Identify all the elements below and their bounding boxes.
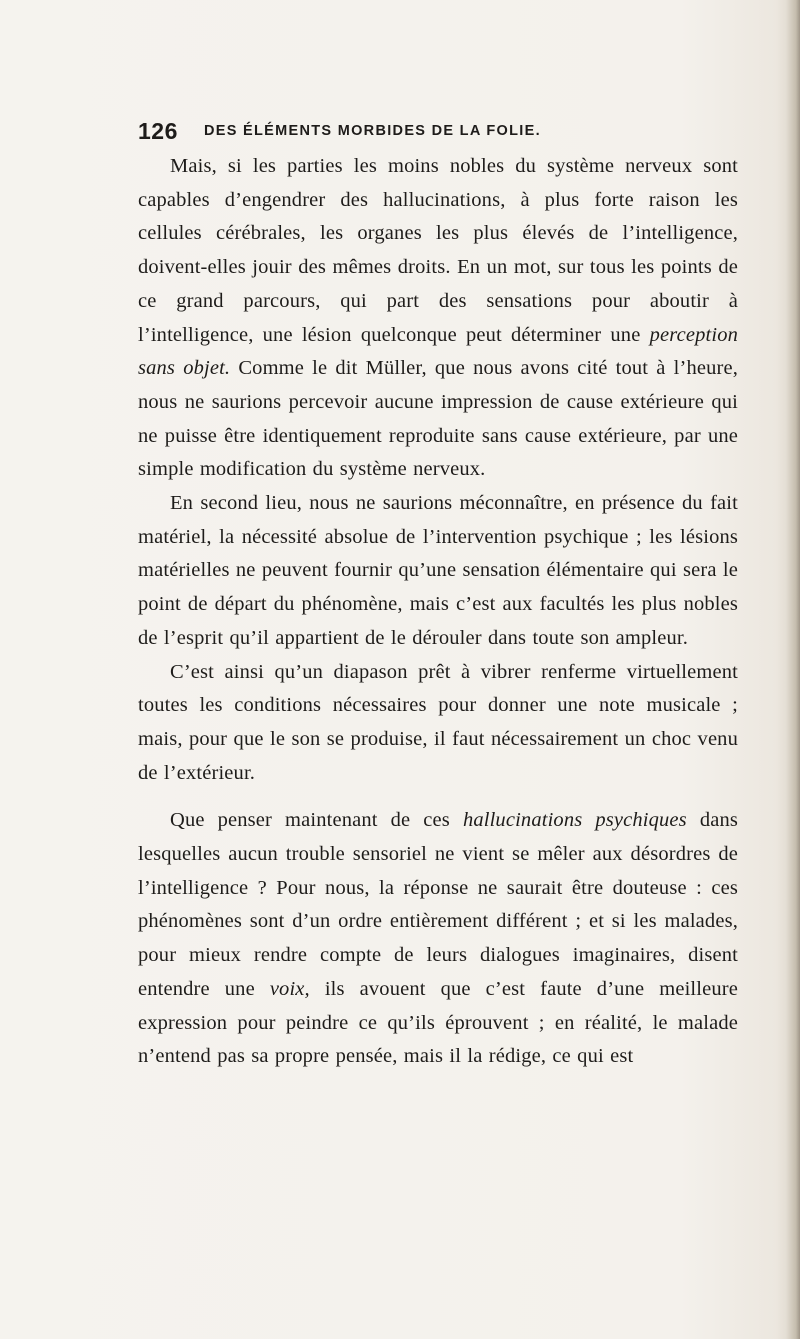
paragraph-1-text-a: Mais, si les parties les moins nobles du système nerveux sont capables d’engendrer des hallucinations, à plus forte raison les cellules cérébrales, les organes les plus élevés de l’intelligence, doivent-elles jouir des mêmes droits. En un mot, sur tous les points de ce grand parcours, qui part des sensations pour aboutir à l’intelligence, une lésion quelconque peut déterminer une	[138, 155, 738, 346]
paragraph-3	[138, 656, 738, 791]
paragraph-4-italic-b: voix,	[269, 977, 310, 1000]
page-edge-shadow	[786, 0, 800, 1339]
paragraph-4-italic-a: hallucinations psychiques	[462, 809, 687, 832]
paragraph-3-text: C’est ainsi qu’un diapason prêt à vibrer renferme virtuellement toutes les conditions nécessaires pour donner une note musicale ; mais, pour que le son se produise, il faut nécessairement un choc venu de l’extérieur.	[138, 660, 738, 784]
paragraph-2-text: En second lieu, nous ne saurions méconnaître, en présence du fait matériel, la nécessité absolue de l’intervention psychique ; les lésions matérielles ne peuvent fournir qu’une sensation élémentaire qui sera le point de départ du phénomène, mais c’est aux facultés les plus nobles de l’esprit qu’il appartient de le dérouler dans toute son ampleur.	[138, 492, 738, 649]
paragraph-1-italic: perception sans objet.	[138, 323, 738, 380]
page-number: 126	[138, 118, 178, 144]
running-head	[138, 118, 738, 142]
paragraph-1	[138, 150, 738, 487]
body-text	[138, 150, 738, 1074]
paragraph-1-text-b: Comme le dit Müller, que nous avons cité tout à l’heure, nous ne saurions percevoir aucune impression de cause extérieure qui ne puisse être identiquement reproduite sans cause extérieure, par une simple modification du système nerveux.	[138, 357, 738, 481]
running-title: DES ÉLÉMENTS MORBIDES DE LA FOLIE.	[204, 123, 541, 139]
paragraph-4-text-b: dans lesquelles aucun trouble sensoriel ne vient se mêler aux désordres de l’intelligence ? Pour nous, la réponse ne saurait être douteuse : ces phénomènes sont d’un ordre entièrement différent ; et si les malades, pour mieux rendre compte de leurs dialogues imaginaires, disent entendre une	[138, 809, 739, 1000]
paragraph-4	[138, 804, 738, 1074]
paragraph-4-text-a: Que penser maintenant de ces	[170, 809, 463, 832]
paragraph-2	[138, 487, 738, 656]
paragraph-4-text-c: ils avouent que c’est faute d’une meilleure expression pour peindre ce qu’ils éprouvent ; en réalité, le malade n’entend pas sa propre pensée, mais il la rédige, ce qui est	[138, 977, 738, 1068]
